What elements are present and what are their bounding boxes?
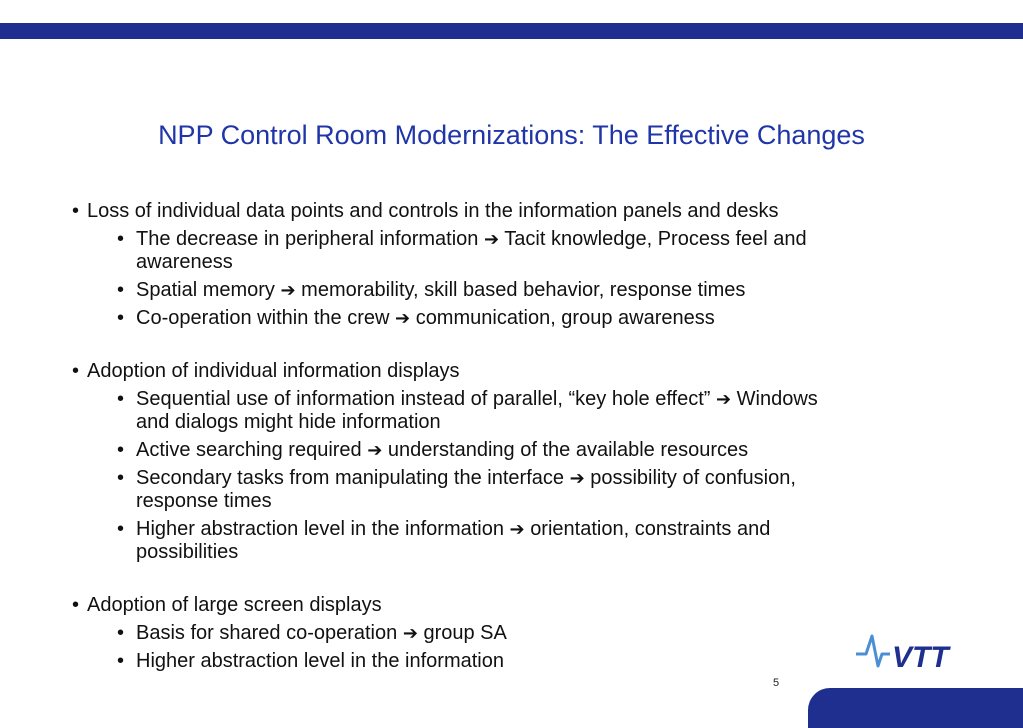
list-item: • Co-operation within the crew ➔ communication, group awareness xyxy=(117,307,715,329)
bullet-icon: • xyxy=(72,594,80,616)
right-arrow-icon: ➔ xyxy=(483,229,500,249)
list-item: • Active searching required ➔ understanding of the available resources xyxy=(117,439,749,461)
page-number: 5 xyxy=(773,677,780,689)
slide-title: NPP Control Room Modernizations: The Effective Changes xyxy=(158,120,865,150)
top-banner-bar xyxy=(0,23,1023,39)
list-item: • The decrease in peripheral information ➔ Tacit knowledge, Process feel and awareness xyxy=(117,228,807,273)
list-item: • Secondary tasks from manipulating the interface ➔ possibility of confusion, response times xyxy=(117,467,796,512)
list-item: • Spatial memory ➔ memorability, skill based behavior, response times xyxy=(117,279,746,301)
logo-wordmark: VTT xyxy=(892,641,949,672)
bullet-icon: • xyxy=(117,650,125,672)
right-arrow-icon: ➔ xyxy=(367,440,383,460)
right-arrow-icon: ➔ xyxy=(509,519,525,539)
bullet-icon: • xyxy=(72,360,80,382)
list-item: • Basis for shared co-operation ➔ group SA xyxy=(117,622,507,644)
section-heading: • Adoption of large screen displays xyxy=(72,594,382,616)
slide-content xyxy=(72,199,972,673)
bullet-icon: • xyxy=(117,439,125,461)
list-item: • Higher abstraction level in the information xyxy=(117,650,504,672)
right-arrow-icon: ➔ xyxy=(569,468,585,488)
bullet-icon: • xyxy=(117,622,125,644)
bottom-corner-bar xyxy=(808,688,1023,728)
right-arrow-icon: ➔ xyxy=(280,280,296,300)
bullet-icon: • xyxy=(117,518,125,540)
bullet-icon: • xyxy=(72,200,80,222)
right-arrow-icon: ➔ xyxy=(395,308,411,328)
bullet-icon: • xyxy=(117,307,125,329)
list-item: • Higher abstraction level in the information ➔ orientation, constraints and possibilities xyxy=(117,518,771,563)
right-arrow-icon: ➔ xyxy=(715,389,732,409)
bullet-icon: • xyxy=(117,467,125,489)
right-arrow-icon: ➔ xyxy=(402,623,418,643)
bullet-icon: • xyxy=(117,228,125,250)
bullet-icon: • xyxy=(117,279,125,301)
section-heading: • Adoption of individual information displays xyxy=(72,360,460,382)
bullet-icon: • xyxy=(117,388,125,410)
section-heading: • Loss of individual data points and controls in the information panels and desks xyxy=(72,200,779,222)
vtt-logo-icon xyxy=(856,632,976,672)
list-item: • Sequential use of information instead of parallel, “key hole effect” ➔ Windows and dialogs might hide information xyxy=(117,388,818,433)
